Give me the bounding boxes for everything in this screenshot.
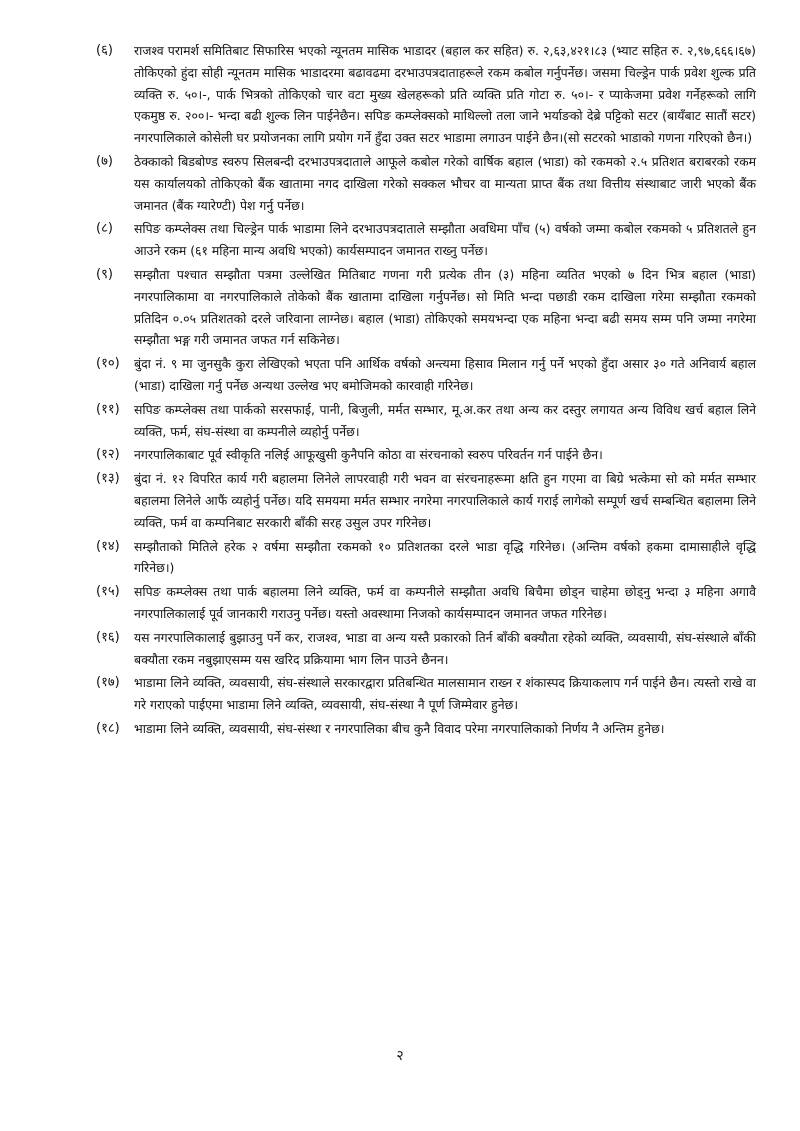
clause-text: भाडामा लिने व्यक्ति, व्यवसायी, संघ-संस्थाले सरकारद्वारा प्रतिबन्धित मालसामान राख्न र शंकास्पद क्रियाकलाप गर्न पाईने छैन। त्यस्तो राखे वा गरे गराएको पाईएमा भाडामा लिने व्यक्ति, व्यवसायी, संघ-संस्था नै पूर्ण जिम्मेवार हुनेछ। bbox=[134, 675, 756, 713]
clause-6 bbox=[96, 40, 756, 149]
clause-12 bbox=[96, 444, 756, 466]
clause-number: (९) bbox=[96, 266, 113, 282]
clause-number: (१४) bbox=[96, 538, 120, 554]
clause-13 bbox=[96, 468, 756, 533]
clause-number: (१७) bbox=[96, 675, 120, 691]
clause-15 bbox=[96, 581, 756, 625]
clause-text: बुंदा नं. ९ मा जुनसुकै कुरा लेखिएको भएता पनि आर्थिक वर्षको अन्त्यमा हिसाव मिलान गर्नु पर्ने भएको हुँदा असार ३० गते अनिवार्य बहाल (भाडा) दाखिला गर्नु पर्नेछ अन्यथा उल्लेख भए बमोजिमको कारवाही गरिनेछ। bbox=[134, 356, 756, 393]
clause-14 bbox=[96, 536, 756, 580]
clause-9 bbox=[96, 264, 756, 351]
clause-text: बुंदा नं. १२ विपरित कार्य गरी बहालमा लिनेले लापरवाही गरी भवन वा संरचनाहरूमा क्षति हुन गएमा वा बिग्रे भत्केमा सो को मर्मत सम्भार बहालमा लिनेले आफैं व्यहोर्नु पर्नेछ। यदि समयमा मर्मत सम्भार नगरेमा नगरपालिकाले कार्य गराई लागेको सम्पूर्ण खर्च सम्बन्धित बहालमा लिने व्यक्ति, फर्म वा कम्पनिबाट सरकारी बाँकी सरह उसुल उपर गरिनेछ। bbox=[134, 471, 756, 530]
clause-10 bbox=[96, 353, 756, 397]
clause-number: (१०) bbox=[96, 356, 120, 372]
clause-number: (१५) bbox=[96, 584, 120, 600]
clause-16 bbox=[96, 627, 756, 671]
clause-number: (१६) bbox=[96, 629, 120, 645]
clause-text: सम्झौता पश्चात सम्झौता पत्रमा उल्लेखित मितिबाट गणना गरी प्रत्येक तीन (३) महिना व्यतित भएको ७ दिन भित्र बहाल (भाडा) नगरपालिकामा वा नगरपालिकाले तोकेको बैंक खातामा दाखिला गर्नुपर्नेछ। सो मिति भन्दा पछाडी रकम दाखिला गरेमा सम्झौता रकमको प्रतिदिन ०.०५ प्रतिशतको दरले जरिवाना लाग्नेछ। बहाल (भाडा) तोकिएको समयभन्दा एक महिना भन्दा बढी समय सम्म पनि जम्मा नगरेमा सम्झौता भङ्ग गरी जमानत जफत गर्न सकिनेछ। bbox=[134, 266, 756, 348]
clause-number: (७) bbox=[96, 153, 113, 169]
clause-text: नगरपालिकाबाट पूर्व स्वीकृति नलिई आफूखुसी कुनैपनि कोठा वा संरचनाको स्वरुप परिवर्तन गर्न पाईने छैन। bbox=[134, 447, 603, 463]
clause-11 bbox=[96, 399, 756, 443]
clause-7 bbox=[96, 151, 756, 216]
clause-text: सपिङ कम्प्लेक्स तथा पार्कको सरसफाई, पानी, बिजुली, मर्मत सम्भार, मू.अ.कर तथा अन्य कर दस्तुर लगायत अन्य विविध खर्च बहाल लिने व्यक्ति, फर्म, संघ-संस्था वा कम्पनीले व्यहोर्नु पर्नेछ। bbox=[134, 401, 756, 439]
clause-8 bbox=[96, 218, 756, 262]
clause-text: ठेक्काको बिडबोण्ड स्वरुप सिलबन्दी दरभाउपत्रदाताले आफूले कबोल गरेको वार्षिक बहाल (भाडा) को रकमको २.५ प्रतिशत बराबरको रकम यस कार्यालयको तोकिएको बैंक खातामा नगद दाखिला गरेको सक्कल भौचर वा मान्यता प्राप्त बैंक तथा वित्तीय संस्थाबाट जारी भएको बैंक जमानत (बैंक ग्यारेण्टी) पेश गर्नु पर्नेछ। bbox=[134, 153, 756, 213]
clause-number: (११) bbox=[96, 401, 120, 417]
clause-text: राजश्व परामर्श समितिबाट सिफारिस भएको न्यूनतम मासिक भाडादर (बहाल कर सहित) रु. २,६३,४२१।८३ (भ्याट सहित रु. २,९७,६६६।६७) तोकिएको हुंदा सोही न्यूनतम मासिक भाडादरमा बढावढमा दरभाउपत्रदाताहरूले रकम कबोल गर्नुपर्नेछ। जसमा चिल्ड्रेन पार्क प्रवेश शुल्क प्रति व्यक्ति रु. ५०।-, पार्क भित्रको तोकिएको चार वटा मुख्य खेलहरूको प्रति व्यक्ति प्रति गोटा रु. ५०।- र प्याकेजमा प्रवेश गर्नेहरूको लागि एकमुष्ठ रु. २००।- भन्दा बढी शुल्क लिन पाईनेछैन। सपिङ कम्प्लेक्सको माथिल्लो तला जाने भर्याङको देब्रे पट्टिको सटर (बायँबाट सातौं सटर) नगरपालिकाले कोसेली घर प्रयोजनका लागि प्रयोग गर्ने हुँदा उक्त सटर भाडामा लगाउन पाईने छैन।(सो सटरको भाडाको गणना गरिएको छैन।) bbox=[134, 43, 756, 146]
clause-text: भाडामा लिने व्यक्ति, व्यवसायी, संघ-संस्था र नगरपालिका बीच कुनै विवाद परेमा नगरपालिकाको निर्णय नै अन्तिम हुनेछ। bbox=[134, 720, 665, 736]
page-number: २ bbox=[396, 1048, 404, 1064]
clause-18 bbox=[96, 718, 756, 740]
clause-text: यस नगरपालिकालाई बुझाउनु पर्ने कर, राजश्व, भाडा वा अन्य यस्तै प्रकारको तिर्न बाँकी बक्यौता रहेको व्यक्ति, व्यवसायी, संघ-संस्थाले बाँकी बक्यौता रकम नबुझाएसम्म यस खरिद प्रक्रियामा भाग लिन पाउने छैनन। bbox=[134, 629, 756, 667]
clause-text: सम्झौताको मितिले हरेक २ वर्षमा सम्झौता रकमको १० प्रतिशतका दरले भाडा वृद्धि गरिनेछ। (अन्तिम वर्षको हकमा दामासाहीले वृद्धि गरिनेछ।) bbox=[134, 538, 756, 576]
clause-number: (८) bbox=[96, 221, 113, 237]
clause-text: सपिङ कम्प्लेक्स तथा पार्क बहालमा लिने व्यक्ति, फर्म वा कम्पनीले सम्झौता अवधि बिचैमा छोड्न चाहेमा छोड्नु भन्दा ३ महिना अगावै नगरपालिकालाई पूर्व जानकारी गराउनु पर्नेछ। यस्तो अवस्थामा निजको कार्यसम्पादन जमानत जफत गरिनेछ। bbox=[134, 584, 756, 621]
clause-number: (१८) bbox=[96, 720, 120, 736]
clause-number: (६) bbox=[96, 43, 113, 58]
clause-list bbox=[96, 40, 756, 742]
clause-number: (१२) bbox=[96, 447, 120, 463]
clause-17 bbox=[96, 672, 756, 716]
clause-number: (१३) bbox=[96, 471, 120, 487]
clause-text: सपिङ कम्प्लेक्स तथा चिल्ड्रेन पार्क भाडामा लिने दरभाउपत्रदाताले सम्झौता अवधिमा पाँच (५) वर्षको जम्मा कबोल रकमको ५ प्रतिशतले हुन आउने रकम (६१ महिना मान्य अवधि भएको) कार्यसम्पादन जमानत राख्नु पर्नेछ। bbox=[134, 221, 756, 259]
